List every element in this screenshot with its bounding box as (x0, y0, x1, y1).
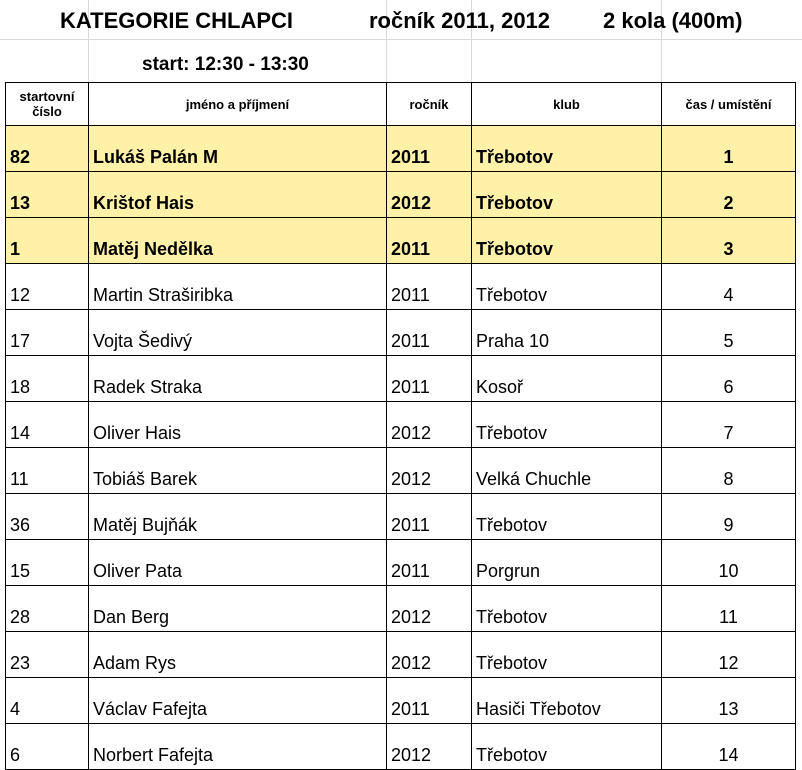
cell-club: Třebotov (472, 724, 662, 770)
cell-start-number: 12 (6, 264, 89, 310)
cell-year: 2012 (387, 402, 472, 448)
cell-name: Radek Straka (89, 356, 387, 402)
cell-name: Martin Straširibka (89, 264, 387, 310)
cell-club: Třebotov (472, 632, 662, 678)
cell-name: Lukáš Palán M (89, 126, 387, 172)
cell-club: Třebotov (472, 586, 662, 632)
column-header-club: klub (472, 83, 662, 126)
cell-club: Třebotov (472, 264, 662, 310)
table-row (6, 172, 796, 218)
cell-year: 2011 (387, 494, 472, 540)
cell-year: 2011 (387, 126, 472, 172)
cell-club: Porgrun (472, 540, 662, 586)
table-row (6, 218, 796, 264)
cell-start-number: 1 (6, 218, 89, 264)
cell-name: Vojta Šedivý (89, 310, 387, 356)
cell-start-number: 82 (6, 126, 89, 172)
cell-club: Velká Chuchle (472, 448, 662, 494)
cell-result: 6 (662, 356, 796, 402)
cell-club: Třebotov (472, 402, 662, 448)
results-body (6, 126, 796, 770)
column-header-year: ročník (387, 83, 472, 126)
cell-start-number: 15 (6, 540, 89, 586)
cell-result: 1 (662, 126, 796, 172)
cell-result: 14 (662, 724, 796, 770)
header-row (6, 83, 796, 126)
cell-year: 2012 (387, 586, 472, 632)
cell-result: 5 (662, 310, 796, 356)
table-row (6, 724, 796, 770)
cell-result: 7 (662, 402, 796, 448)
table-row (6, 540, 796, 586)
cell-year: 2011 (387, 218, 472, 264)
cell-name: Václav Fafejta (89, 678, 387, 724)
cell-club: Třebotov (472, 218, 662, 264)
cell-name: Dan Berg (89, 586, 387, 632)
cell-result: 10 (662, 540, 796, 586)
gridline (0, 39, 802, 40)
cell-club: Kosoř (472, 356, 662, 402)
table-row (6, 126, 796, 172)
cell-start-number: 36 (6, 494, 89, 540)
cell-start-number: 14 (6, 402, 89, 448)
results-table (5, 82, 796, 770)
table-row (6, 448, 796, 494)
cell-start-number: 18 (6, 356, 89, 402)
cell-year: 2011 (387, 264, 472, 310)
cell-name: Krištof Hais (89, 172, 387, 218)
table-row (6, 310, 796, 356)
year-title: ročník 2011, 2012 (369, 8, 551, 33)
cell-start-number: 28 (6, 586, 89, 632)
cell-year: 2012 (387, 632, 472, 678)
cell-start-number: 13 (6, 172, 89, 218)
table-row (6, 632, 796, 678)
category-title: KATEGORIE CHLAPCI (60, 8, 294, 33)
cell-year: 2011 (387, 356, 472, 402)
cell-start-number: 11 (6, 448, 89, 494)
cell-start-number: 17 (6, 310, 89, 356)
cell-start-number: 23 (6, 632, 89, 678)
cell-result: 11 (662, 586, 796, 632)
start-time: start: 12:30 - 13:30 (142, 54, 309, 75)
table-row (6, 678, 796, 724)
cell-year: 2012 (387, 724, 472, 770)
table-row (6, 356, 796, 402)
table-row (6, 264, 796, 310)
cell-name: Adam Rys (89, 632, 387, 678)
cell-name: Oliver Pata (89, 540, 387, 586)
cell-club: Praha 10 (472, 310, 662, 356)
cell-result: 12 (662, 632, 796, 678)
cell-club: Třebotov (472, 172, 662, 218)
cell-year: 2012 (387, 172, 472, 218)
column-header-number: startovní číslo (6, 83, 89, 126)
laps-title: 2 kola (400m) (603, 8, 743, 33)
cell-result: 2 (662, 172, 796, 218)
cell-name: Matěj Bujňák (89, 494, 387, 540)
cell-result: 13 (662, 678, 796, 724)
cell-year: 2011 (387, 540, 472, 586)
cell-name: Tobiáš Barek (89, 448, 387, 494)
cell-result: 8 (662, 448, 796, 494)
cell-result: 9 (662, 494, 796, 540)
table-row (6, 494, 796, 540)
cell-year: 2011 (387, 310, 472, 356)
table-row (6, 586, 796, 632)
cell-result: 4 (662, 264, 796, 310)
cell-year: 2012 (387, 448, 472, 494)
cell-club: Třebotov (472, 126, 662, 172)
cell-club: Hasiči Třebotov (472, 678, 662, 724)
cell-name: Norbert Fafejta (89, 724, 387, 770)
cell-year: 2011 (387, 678, 472, 724)
column-header-name: jméno a příjmení (89, 83, 387, 126)
cell-name: Oliver Hais (89, 402, 387, 448)
table-row (6, 402, 796, 448)
cell-result: 3 (662, 218, 796, 264)
cell-club: Třebotov (472, 494, 662, 540)
cell-start-number: 4 (6, 678, 89, 724)
column-header-result: čas / umístění (662, 83, 796, 126)
cell-name: Matěj Nedělka (89, 218, 387, 264)
cell-start-number: 6 (6, 724, 89, 770)
